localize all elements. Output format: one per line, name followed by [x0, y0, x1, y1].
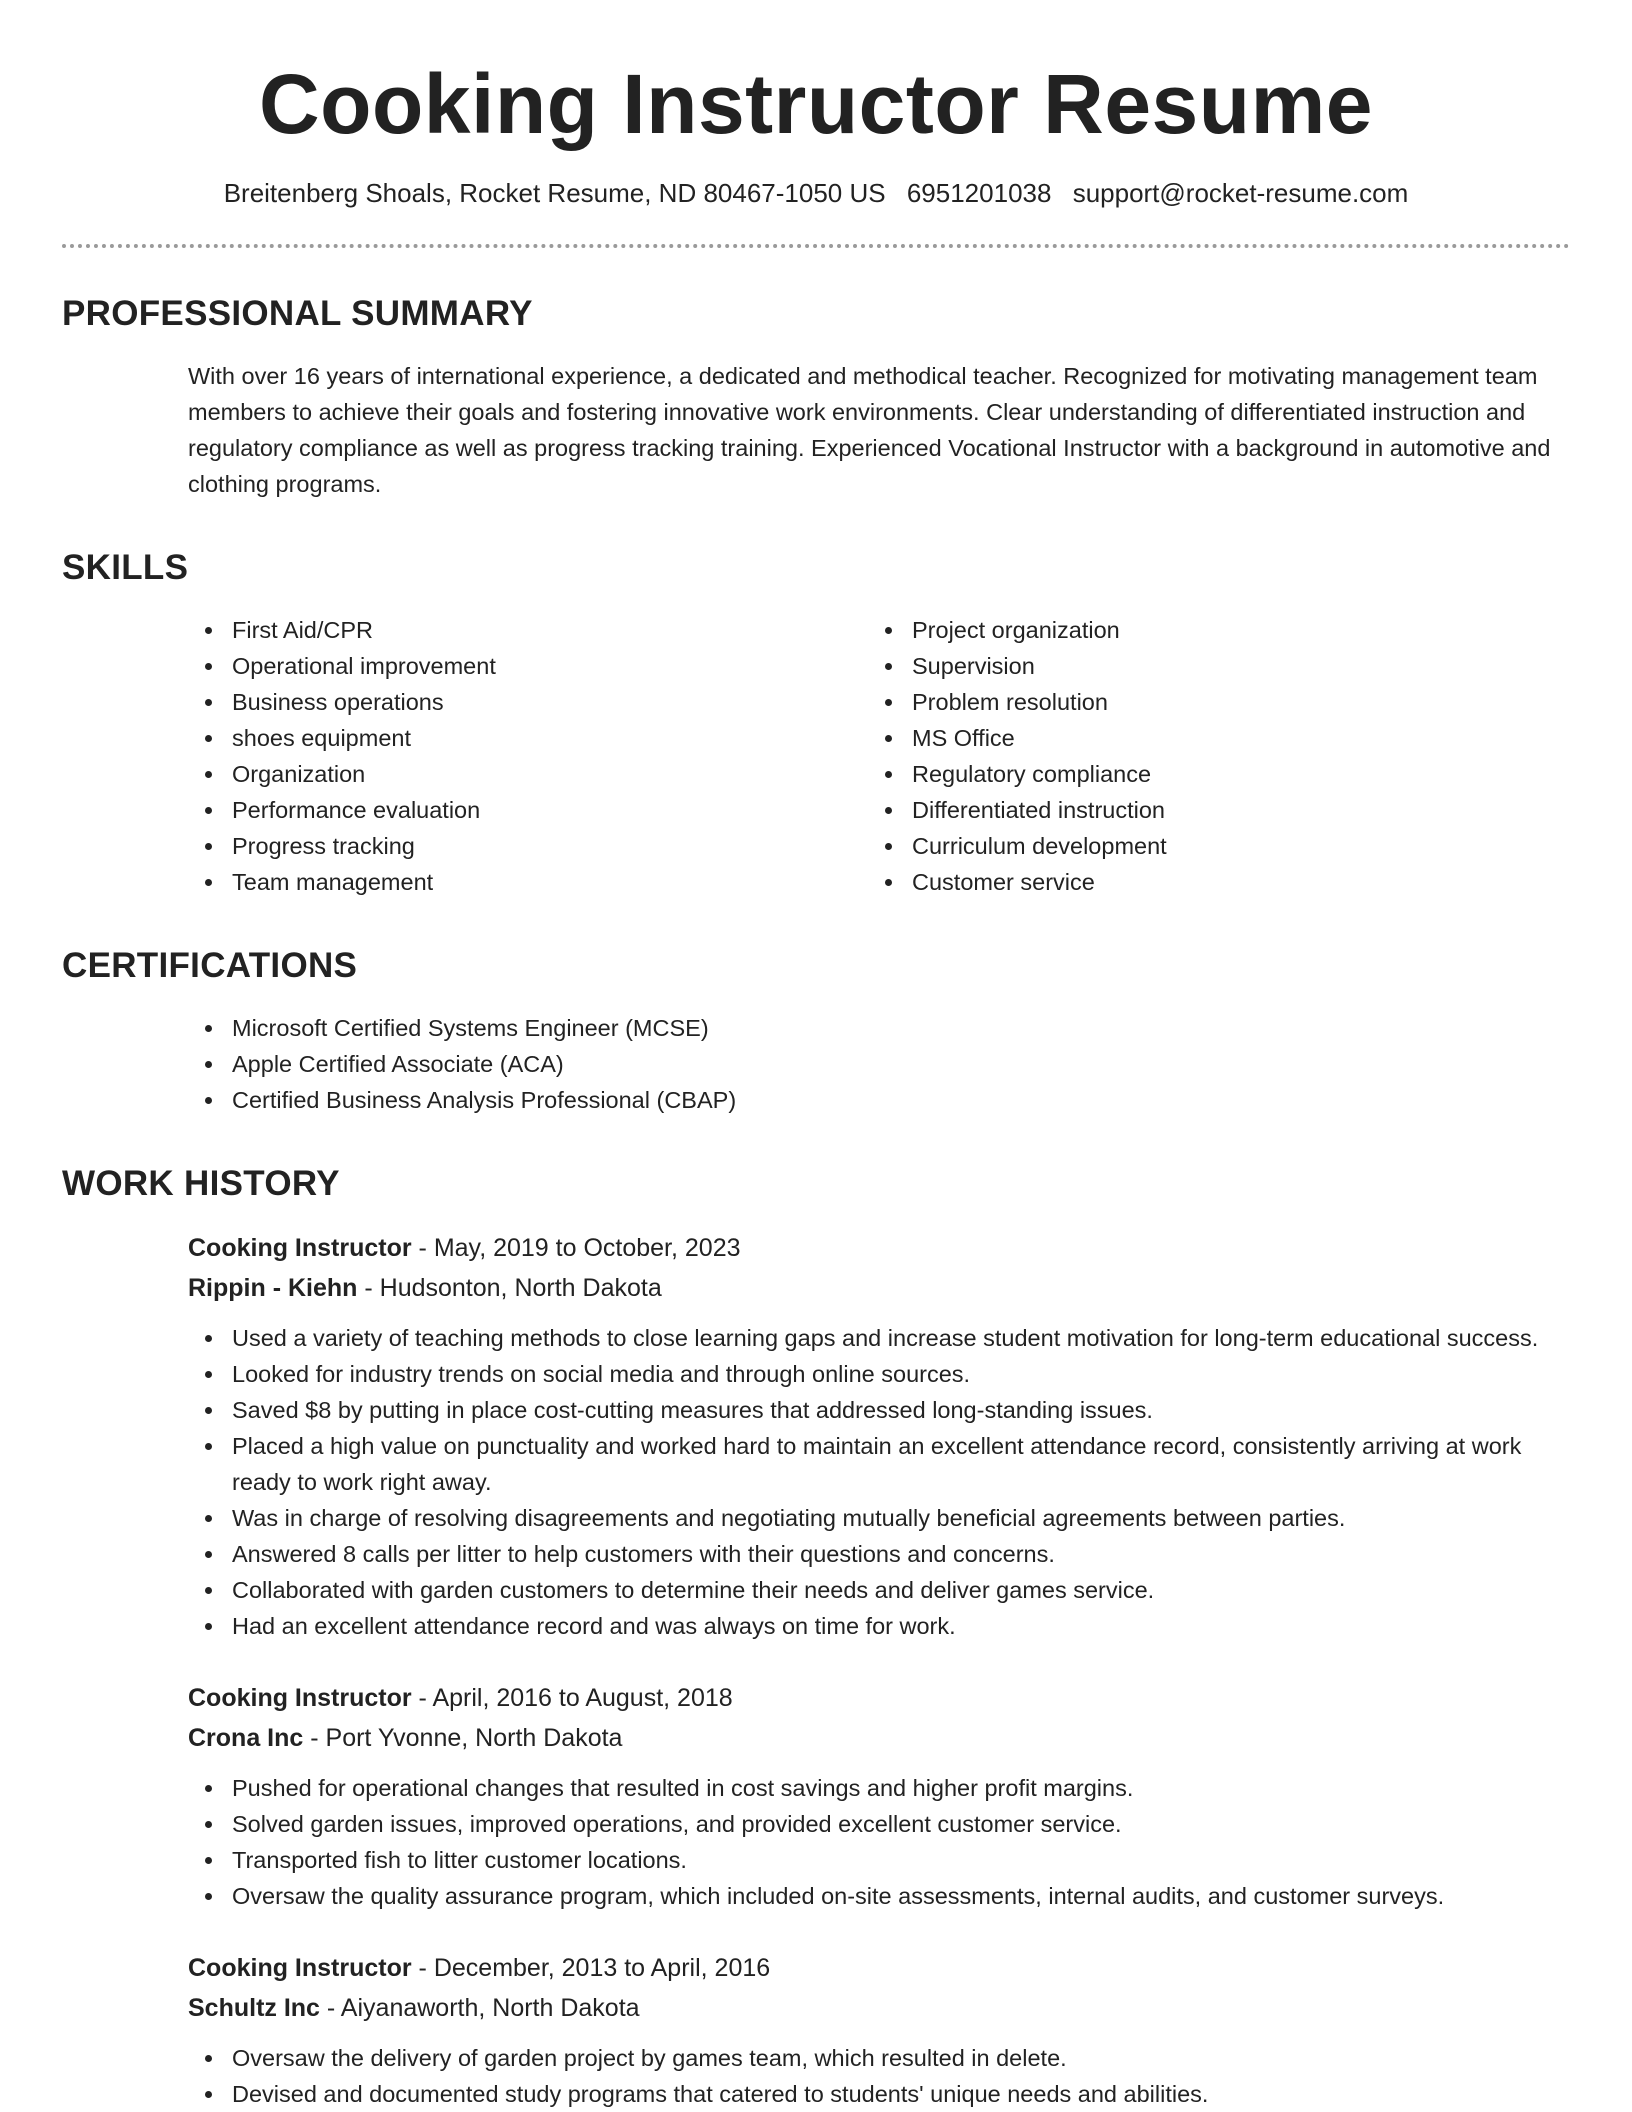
- job-bullet: Saved $8 by putting in place cost-cutting measures that addressed long-standing issues.: [188, 1392, 1560, 1428]
- resume-title: Cooking Instructor Resume: [259, 57, 1373, 151]
- job-title: Cooking Instructor: [188, 1234, 412, 1262]
- summary-text: With over 16 years of international experience, a dedicated and methodical teacher. Recognized for motivating management team members to achieve their goals and fostering innovative work environments. Clear understanding of differentiated instruction and regulatory compliance as well as progress tracking training. Experienced Vocational Instructor with a background in automotive and clothing programs.: [188, 363, 1551, 497]
- job-bullet: Devised and documented study programs that catered to students' unique needs and abilities.: [188, 2076, 1560, 2112]
- job-title-line: [188, 1678, 1570, 1718]
- skill-item: Differentiated instruction: [868, 792, 1548, 828]
- certification-item: Microsoft Certified Systems Engineer (MCSE): [188, 1010, 1570, 1046]
- job-company: Rippin - Kiehn: [188, 1274, 358, 1302]
- certification-item: Apple Certified Associate (ACA): [188, 1046, 1570, 1082]
- job-bullet: Placed a high value on punctuality and worked hard to maintain an excellent attendance record, consistently arriving at work ready to work right away.: [188, 1428, 1560, 1500]
- skill-item: First Aid/CPR: [188, 612, 868, 648]
- work-history-section: [62, 1162, 1570, 2112]
- job-dates: - April, 2016 to August, 2018: [411, 1684, 733, 1712]
- summary-section: [62, 292, 1570, 502]
- job-bullet: Pushed for operational changes that resulted in cost savings and higher profit margins.: [188, 1770, 1560, 1806]
- job-bullets: [188, 1320, 1570, 1644]
- skill-item: Business operations: [188, 684, 868, 720]
- job-bullet: Had an excellent attendance record and was always on time for work.: [188, 1608, 1560, 1644]
- job-bullet: Oversaw the delivery of garden project by games team, which resulted in delete.: [188, 2040, 1560, 2076]
- job-company: Crona Inc: [188, 1724, 304, 1752]
- job-entry: [62, 1228, 1570, 1644]
- job-bullet: Looked for industry trends on social media and through online sources.: [188, 1356, 1560, 1392]
- job-bullet: Oversaw the quality assurance program, which included on-site assessments, internal audits, and customer surveys.: [188, 1878, 1560, 1914]
- skill-item: Supervision: [868, 648, 1548, 684]
- skills-heading: SKILLS: [62, 548, 189, 587]
- job-bullets: [188, 2040, 1570, 2112]
- work-history-heading: WORK HISTORY: [62, 1164, 340, 1203]
- certifications-list: [62, 1010, 1570, 1118]
- job-dates: - May, 2019 to October, 2023: [411, 1234, 741, 1262]
- skill-item: Problem resolution: [868, 684, 1548, 720]
- job-entry: [62, 1678, 1570, 1914]
- job-title-line: [188, 1948, 1570, 1988]
- job-bullet: Collaborated with garden customers to determine their needs and deliver games service.: [188, 1572, 1560, 1608]
- job-bullets: [188, 1770, 1570, 1914]
- job-location: - Aiyanaworth, North Dakota: [319, 1994, 640, 2022]
- job-bullet: Answered 8 calls per litter to help customers with their questions and concerns.: [188, 1536, 1560, 1572]
- job-title-line: [188, 1228, 1570, 1268]
- job-company-line: [188, 1718, 1570, 1758]
- skill-item: Performance evaluation: [188, 792, 868, 828]
- skills-list-right: [868, 612, 1548, 900]
- skill-item: Progress tracking: [188, 828, 868, 864]
- job-bullet: Used a variety of teaching methods to close learning gaps and increase student motivation for long-term educational success.: [188, 1320, 1560, 1356]
- certification-item: Certified Business Analysis Professional (CBAP): [188, 1082, 1570, 1118]
- job-company-line: [188, 1988, 1570, 2028]
- skill-item: shoes equipment: [188, 720, 868, 756]
- skills-list-left: [188, 612, 868, 900]
- job-location: - Hudsonton, North Dakota: [357, 1274, 662, 1302]
- skill-item: MS Office: [868, 720, 1548, 756]
- certifications-heading: CERTIFICATIONS: [62, 946, 358, 985]
- skill-item: Project organization: [868, 612, 1548, 648]
- job-company: Schultz Inc: [188, 1994, 320, 2022]
- skill-item: Operational improvement: [188, 648, 868, 684]
- contact-address: Breitenberg Shoals, Rocket Resume, ND 80467-1050 US: [223, 178, 886, 208]
- header-divider: [62, 244, 1570, 248]
- job-bullet: Transported fish to litter customer locations.: [188, 1842, 1560, 1878]
- job-title: Cooking Instructor: [188, 1954, 412, 1982]
- skill-item: Regulatory compliance: [868, 756, 1548, 792]
- skill-item: Curriculum development: [868, 828, 1548, 864]
- job-company-line: [188, 1268, 1570, 1308]
- contact-line: [62, 176, 1570, 210]
- skill-item: Team management: [188, 864, 868, 900]
- job-entry: [62, 1948, 1570, 2112]
- job-bullet: Solved garden issues, improved operations, and provided excellent customer service.: [188, 1806, 1560, 1842]
- skills-section: [62, 546, 1570, 900]
- job-bullet: Was in charge of resolving disagreements and negotiating mutually beneficial agreements between parties.: [188, 1500, 1560, 1536]
- job-title: Cooking Instructor: [188, 1684, 412, 1712]
- certifications-section: [62, 944, 1570, 1118]
- job-dates: - December, 2013 to April, 2016: [411, 1954, 771, 1982]
- skills-grid: [62, 612, 1570, 900]
- contact-phone: 6951201038: [906, 178, 1052, 208]
- summary-heading: PROFESSIONAL SUMMARY: [62, 294, 533, 333]
- skill-item: Customer service: [868, 864, 1548, 900]
- job-location: - Port Yvonne, North Dakota: [303, 1724, 623, 1752]
- contact-email: support@rocket-resume.com: [1072, 178, 1409, 208]
- skill-item: Organization: [188, 756, 868, 792]
